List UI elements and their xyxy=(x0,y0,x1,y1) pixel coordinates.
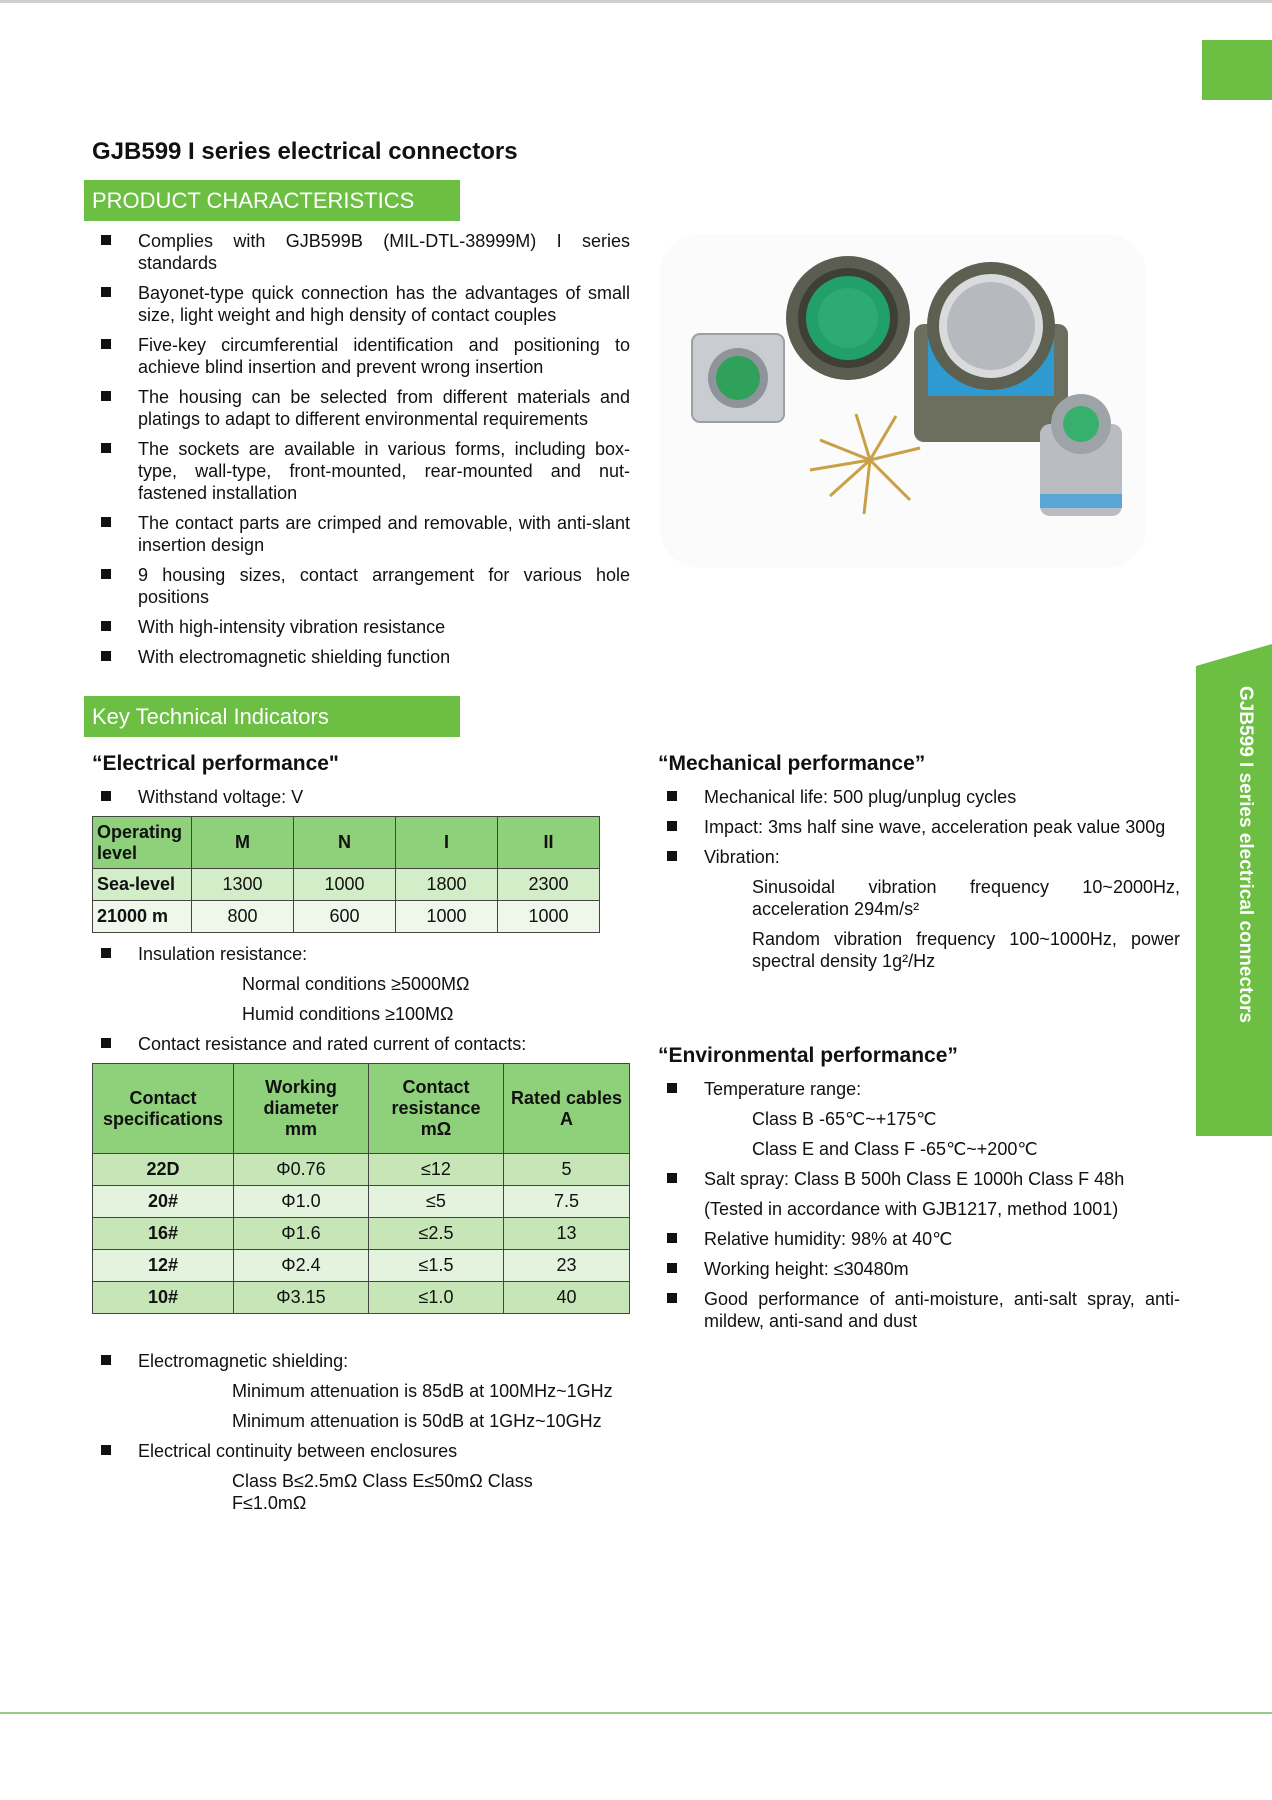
connectors-illustration xyxy=(660,234,1146,568)
header-line: Contact xyxy=(129,1087,197,1108)
characteristics-list xyxy=(92,230,630,676)
continuity-value: Class B≤2.5mΩ Class E≤50mΩ Class F≤1.0mΩ xyxy=(232,1471,533,1513)
electrical-heading: “Electrical performance" xyxy=(92,752,339,775)
header-line: specifications xyxy=(102,1108,224,1129)
list-item: Vibration: xyxy=(658,846,1180,868)
table-cell: 21000 m xyxy=(93,901,192,933)
table-cell: Φ1.6 xyxy=(234,1218,369,1250)
list-item: Contact resistance and rated current of contacts: xyxy=(92,1033,630,1055)
table-row xyxy=(93,1250,630,1282)
voltage-table xyxy=(92,816,600,933)
table-row xyxy=(93,869,600,901)
table-cell: Sea-level xyxy=(93,869,192,901)
table-header-cell xyxy=(504,1064,630,1154)
corner-tab xyxy=(1202,40,1272,100)
header-line: mm xyxy=(284,1119,317,1139)
key-indicators-heading: Key Technical Indicators xyxy=(84,696,460,737)
list-item: The contact parts are crimped and removable, with anti-slant insertion design xyxy=(92,512,630,556)
salt-list xyxy=(658,1168,1180,1190)
list-item: With high-intensity vibration resistance xyxy=(92,616,630,638)
withstand-list xyxy=(92,786,630,808)
table-header-cell: N xyxy=(294,817,396,869)
table-cell: Φ2.4 xyxy=(234,1250,369,1282)
salt-note: (Tested in accordance with GJB1217, method 1001) xyxy=(704,1199,1119,1219)
list-item: Complies with GJB599B (MIL-DTL-38999M) I series standards xyxy=(92,230,630,274)
em-list xyxy=(92,1350,630,1372)
header-line: mΩ xyxy=(420,1119,452,1139)
table-header-cell xyxy=(234,1064,369,1154)
table-cell: ≤12 xyxy=(369,1154,504,1186)
table-cell: 800 xyxy=(192,901,294,933)
table-cell: 1300 xyxy=(192,869,294,901)
top-rule xyxy=(0,0,1272,3)
mechanical-heading: “Mechanical performance” xyxy=(658,752,926,775)
bottom-rule xyxy=(0,1712,1272,1714)
mechanical-section xyxy=(658,752,1180,972)
table-cell: 13 xyxy=(504,1218,630,1250)
em-line-1: Minimum attenuation is 85dB at 100MHz~1GHz xyxy=(232,1381,613,1401)
table-header-row xyxy=(93,1064,630,1154)
product-characteristics-heading: PRODUCT CHARACTERISTICS xyxy=(84,180,460,221)
table-cell: ≤1.5 xyxy=(369,1250,504,1282)
list-item: Electromagnetic shielding: xyxy=(92,1350,630,1372)
list-item: Insulation resistance: xyxy=(92,943,630,965)
list-item: Electrical continuity between enclosures xyxy=(92,1440,630,1462)
table-header-cell xyxy=(93,1064,234,1154)
continuity-list xyxy=(92,1440,630,1462)
list-item: Good performance of anti-moisture, anti-salt spray, anti-mildew, anti-sand and dust xyxy=(658,1288,1180,1332)
contact-table xyxy=(92,1063,630,1314)
header-line: Working xyxy=(265,1077,337,1097)
table-cell: 5 xyxy=(504,1154,630,1186)
table-header-cell: II xyxy=(498,817,600,869)
mechanical-list xyxy=(658,786,1180,868)
table-cell: ≤5 xyxy=(369,1186,504,1218)
list-item: The sockets are available in various forms, including box-type, wall-type, front-mounted, rear-mounted and nut-fastened installation xyxy=(92,438,630,504)
table-cell: ≤2.5 xyxy=(369,1218,504,1250)
environmental-section xyxy=(658,1044,1180,1340)
list-item: Salt spray: Class B 500h Class E 1000h Class F 48h xyxy=(658,1168,1180,1190)
environment-list xyxy=(658,1228,1180,1332)
list-item: 9 housing sizes, contact arrangement for various hole positions xyxy=(92,564,630,608)
table-header-cell: M xyxy=(192,817,294,869)
table-cell: 22D xyxy=(93,1154,234,1186)
table-header-cell: Operating level xyxy=(93,817,192,869)
table-cell: ≤1.0 xyxy=(369,1282,504,1314)
table-cell: 16# xyxy=(93,1218,234,1250)
page-title: GJB599 I series electrical connectors xyxy=(92,138,518,165)
table-row xyxy=(93,1218,630,1250)
table-header-cell: I xyxy=(396,817,498,869)
table-header-cell xyxy=(369,1064,504,1154)
table-cell: 1000 xyxy=(498,901,600,933)
table-cell: 12# xyxy=(93,1250,234,1282)
table-cell: Φ1.0 xyxy=(234,1186,369,1218)
temperature-list xyxy=(658,1078,1180,1100)
table-row xyxy=(93,1282,630,1314)
list-item: Relative humidity: 98% at 40℃ xyxy=(658,1228,1180,1250)
table-row xyxy=(93,1186,630,1218)
table-cell: 2300 xyxy=(498,869,600,901)
table-cell: 10# xyxy=(93,1282,234,1314)
em-line-2: Minimum attenuation is 50dB at 1GHz~10GHz xyxy=(232,1411,602,1431)
insulation-normal: Normal conditions ≥5000MΩ xyxy=(242,974,470,994)
environmental-heading: “Environmental performance” xyxy=(658,1044,958,1067)
table-cell: 1000 xyxy=(294,869,396,901)
list-item: Bayonet-type quick connection has the advantages of small size, light weight and high density of contact couples xyxy=(92,282,630,326)
table-row xyxy=(93,901,600,933)
list-item: Withstand voltage: V xyxy=(92,786,630,808)
header-line: A xyxy=(560,1108,573,1129)
list-item: Five-key circumferential identification and positioning to achieve blind insertion and prevent wrong insertion xyxy=(92,334,630,378)
list-item: Mechanical life: 500 plug/unplug cycles xyxy=(658,786,1180,808)
temp-class-b: Class B -65℃~+175℃ xyxy=(752,1109,937,1129)
list-item: With electromagnetic shielding function xyxy=(92,646,630,668)
header-line: Contact xyxy=(402,1077,470,1097)
header-line: Rated cables xyxy=(510,1087,623,1108)
table-cell: 20# xyxy=(93,1186,234,1218)
list-item: The housing can be selected from different materials and platings to adapt to different environmental requirements xyxy=(92,386,630,430)
vibration-random: Random vibration frequency 100~1000Hz, power spectral density 1g²/Hz xyxy=(752,929,1180,971)
table-cell: 600 xyxy=(294,901,396,933)
table-cell: Φ3.15 xyxy=(234,1282,369,1314)
header-line: resistance xyxy=(391,1098,481,1118)
temp-class-ef: Class E and Class F -65℃~+200℃ xyxy=(752,1139,1038,1159)
table-cell: 23 xyxy=(504,1250,630,1282)
product-photo xyxy=(660,234,1146,568)
side-label: GJB599 I series electrical connectors xyxy=(1235,686,1256,1023)
table-cell: Φ0.76 xyxy=(234,1154,369,1186)
list-item: Temperature range: xyxy=(658,1078,1180,1100)
list-item: Working height: ≤30480m xyxy=(658,1258,1180,1280)
electrical-section xyxy=(92,752,630,1514)
table-cell: 1800 xyxy=(396,869,498,901)
table-cell: 40 xyxy=(504,1282,630,1314)
contact-list xyxy=(92,1033,630,1055)
insulation-list xyxy=(92,943,630,965)
table-cell: 1000 xyxy=(396,901,498,933)
table-row xyxy=(93,1154,630,1186)
header-line: diameter xyxy=(263,1098,339,1118)
vibration-sinusoidal: Sinusoidal vibration frequency 10~2000Hz, acceleration 294m/s² xyxy=(752,877,1180,919)
list-item: Impact: 3ms half sine wave, acceleration peak value 300g xyxy=(658,816,1180,838)
table-cell: 7.5 xyxy=(504,1186,630,1218)
insulation-humid: Humid conditions ≥100MΩ xyxy=(242,1004,454,1024)
